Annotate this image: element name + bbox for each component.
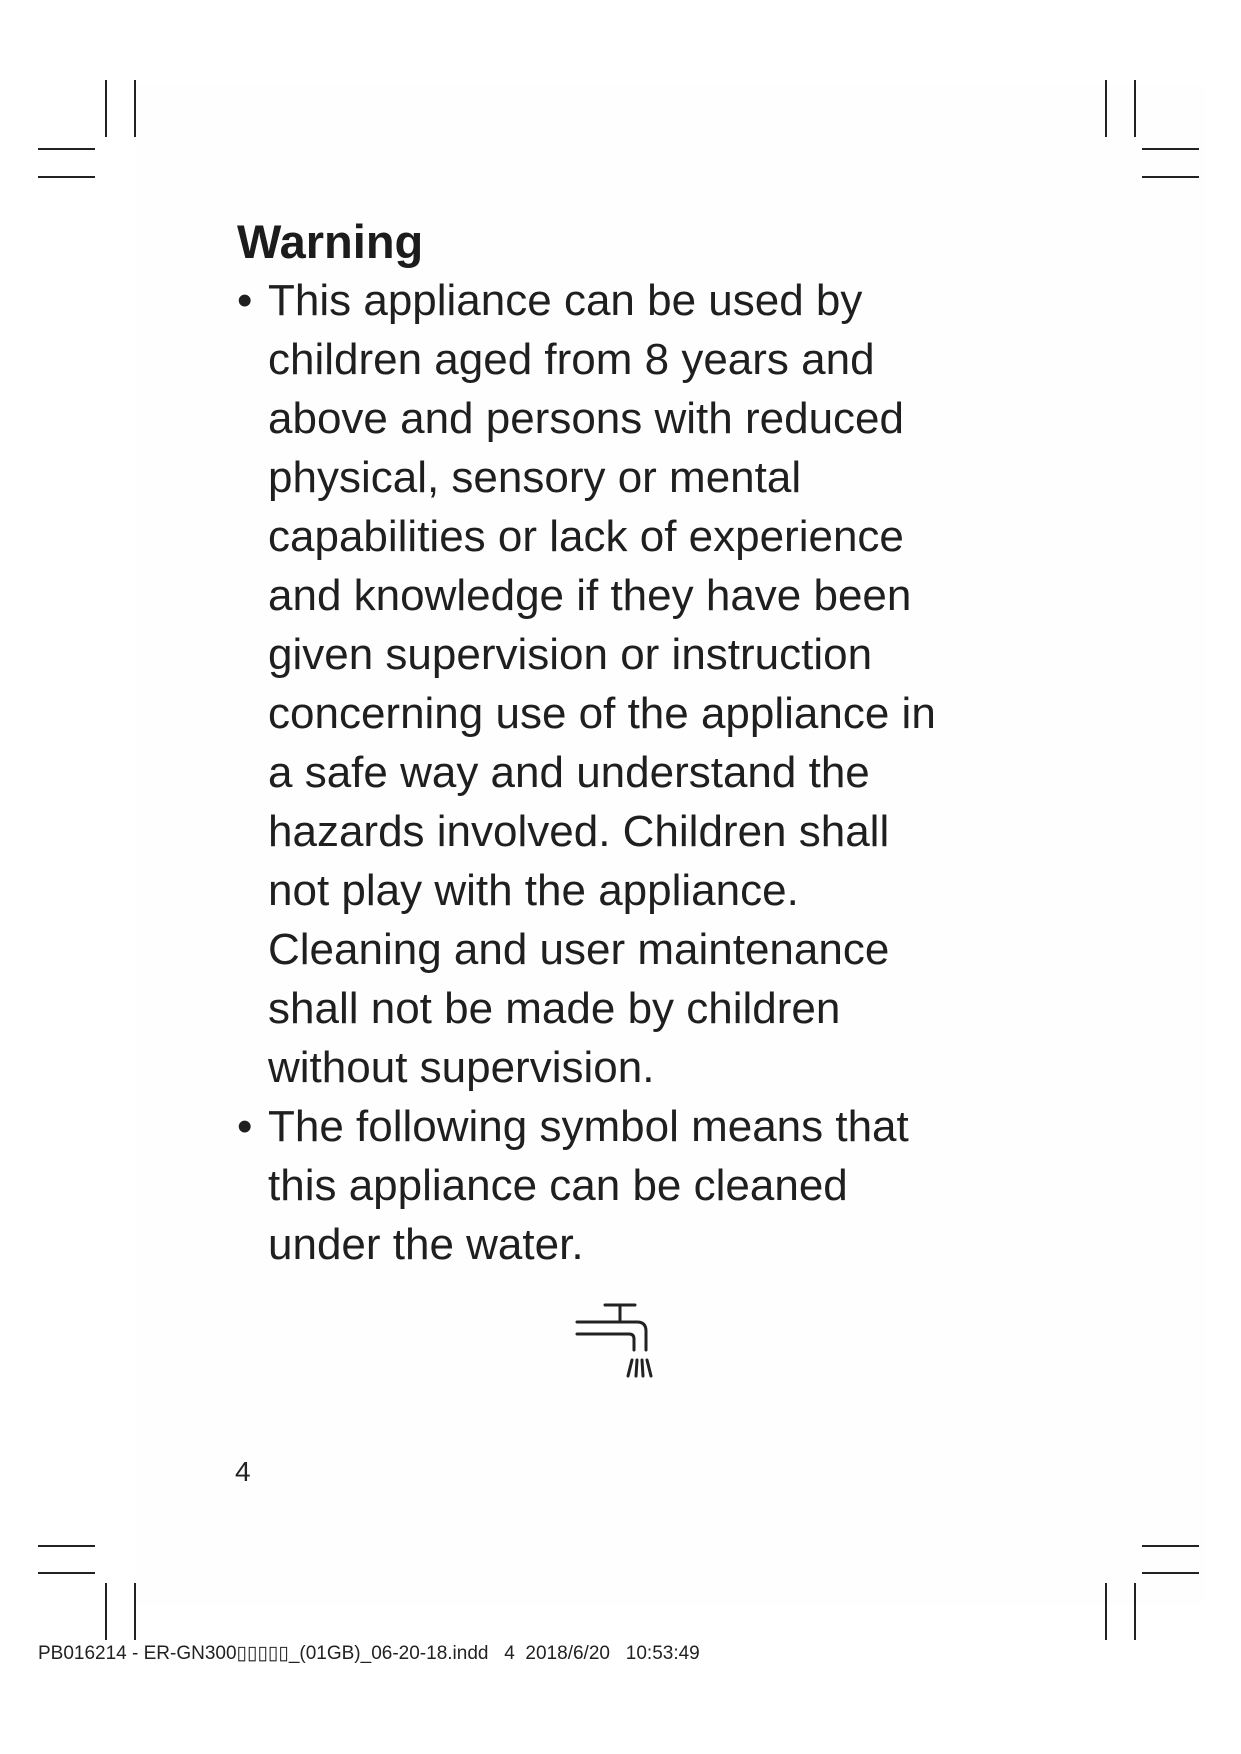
crop-mark: [1142, 1545, 1199, 1547]
water-tap-icon: [575, 1300, 665, 1384]
crop-mark: [1105, 1583, 1107, 1640]
crop-mark: [1142, 148, 1199, 150]
crop-mark: [134, 1583, 136, 1640]
text-line: given supervision or instruction: [268, 630, 873, 679]
warning-heading: Warning: [237, 215, 424, 268]
text-line: children aged from 8 years and: [268, 335, 875, 384]
crop-mark: [1134, 80, 1136, 137]
warning-list: [237, 271, 1037, 1274]
crop-mark: [1105, 80, 1107, 137]
warning-item-text: [268, 271, 1037, 1097]
warning-item-text: [268, 1097, 1037, 1274]
crop-mark: [38, 1572, 95, 1574]
text-line: concerning use of the appliance in: [268, 689, 936, 738]
crop-mark: [38, 1545, 95, 1547]
text-line: under the water.: [268, 1220, 584, 1269]
text-line: capabilities or lack of experience: [268, 512, 904, 561]
text-line: above and persons with reduced: [268, 394, 904, 443]
text-line: not play with the appliance.: [268, 866, 799, 915]
text-line: Cleaning and user maintenance: [268, 925, 890, 974]
text-line: shall not be made by children: [268, 984, 841, 1033]
crop-mark: [1142, 176, 1199, 178]
warning-item: [237, 1097, 1037, 1274]
print-slug: PB016214 - ER-GN300▯▯▯▯▯_(01GB)_06-20-18.indd 4 2018/6/20 10:53:49: [38, 1643, 700, 1664]
text-line: this appliance can be cleaned: [268, 1161, 848, 1210]
crop-mark: [105, 1583, 107, 1640]
text-line: and knowledge if they have been: [268, 571, 912, 620]
text-line: a safe way and understand the: [268, 748, 870, 797]
text-line: physical, sensory or mental: [268, 453, 802, 502]
text-line: hazards involved. Children shall: [268, 807, 890, 856]
crop-mark: [38, 148, 95, 150]
warning-section: [237, 212, 1037, 1274]
crop-mark: [105, 80, 107, 137]
warning-item: [237, 271, 1037, 1097]
crop-mark: [134, 80, 136, 137]
crop-mark: [1134, 1583, 1136, 1640]
bullet-dot: •: [237, 1102, 253, 1151]
crop-mark: [1142, 1572, 1199, 1574]
page-number: 4: [235, 1456, 251, 1487]
text-line: This appliance can be used by: [268, 276, 863, 325]
text-line: The following symbol means that: [268, 1102, 909, 1151]
bullet-dot: •: [237, 276, 253, 325]
crop-mark: [38, 176, 95, 178]
text-line: without supervision.: [268, 1043, 655, 1092]
